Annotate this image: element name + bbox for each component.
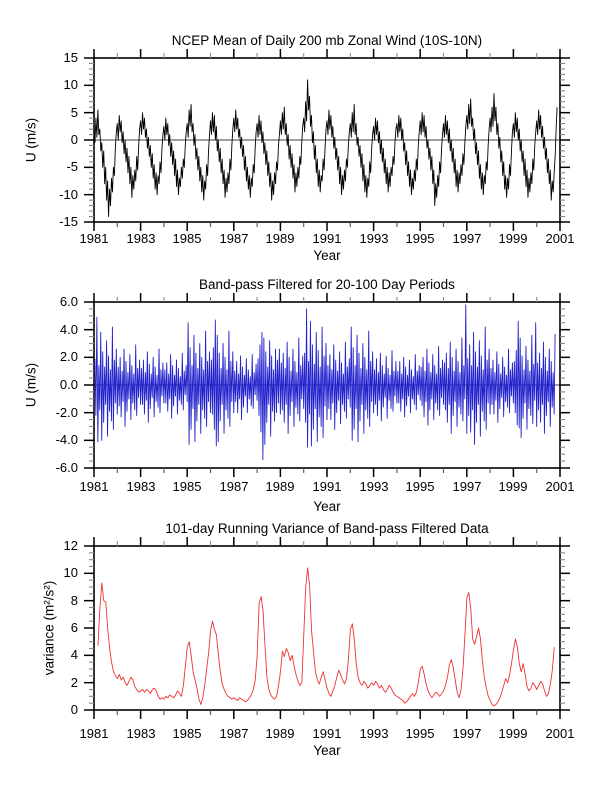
y-tick-label: 6 [70, 620, 78, 635]
y-tick-label: 8 [70, 593, 78, 608]
x-tick-label: 1993 [359, 231, 389, 246]
x-tick-label: 1995 [405, 726, 435, 741]
series-line [98, 568, 554, 706]
x-tick-label: 1989 [265, 479, 295, 494]
y-tick-label: 4 [70, 647, 78, 662]
x-tick-label: 2001 [545, 479, 575, 494]
y-tick-label: -5 [66, 159, 78, 174]
y-tick-label: 10 [63, 77, 78, 92]
y-axis-label-bandpass: U (m/s) [23, 362, 39, 408]
x-tick-label: 1995 [405, 231, 435, 246]
x-tick-label: 2001 [545, 726, 575, 741]
series-bandpass [95, 305, 555, 460]
series-line [94, 80, 557, 217]
y-tick-label: 0.0 [59, 377, 78, 392]
y-tick-label: -2.0 [55, 405, 78, 420]
x-tick-label: 1989 [265, 231, 295, 246]
x-tick-label: 1997 [452, 726, 482, 741]
x-tick-label: 1991 [312, 231, 342, 246]
x-tick-label: 1989 [265, 726, 295, 741]
y-tick-label: -4.0 [55, 432, 78, 447]
x-tick-label: 1985 [172, 479, 202, 494]
x-tick-label: 1987 [219, 726, 249, 741]
series-zonal-wind [94, 80, 557, 217]
y-tick-label: -15 [59, 214, 78, 229]
x-tick-label: 1983 [126, 479, 156, 494]
y-tick-label: -10 [59, 187, 78, 202]
x-tick-label: 1993 [359, 479, 389, 494]
y-tick-label: 12 [63, 538, 78, 553]
x-tick-label: 1983 [126, 726, 156, 741]
plot-frame [94, 546, 560, 710]
x-tick-label: 1999 [498, 726, 528, 741]
chart-title-zonal-wind: NCEP Mean of Daily 200 mb Zonal Wind (10S-10N) [171, 33, 483, 48]
x-axis-ticks [94, 537, 560, 719]
y-axis-label-zonal-wind: U (m/s) [23, 117, 39, 163]
x-tick-label: 1983 [126, 231, 156, 246]
x-tick-label: 1995 [405, 479, 435, 494]
y-axis-label-variance: variance (m²/s²) [41, 580, 57, 676]
x-tick-label: 1993 [359, 726, 389, 741]
x-tick-label: 1981 [79, 479, 109, 494]
x-tick-label: 1991 [312, 479, 342, 494]
chart-title-variance: 101-day Running Variance of Band-pass Filtered Data [165, 521, 489, 536]
y-tick-label: 2 [70, 675, 78, 690]
x-tick-label: 2001 [545, 231, 575, 246]
y-tick-label: 5 [70, 105, 78, 120]
x-tick-label: 1999 [498, 231, 528, 246]
y-tick-label: 10 [63, 565, 78, 580]
x-axis-label-variance: Year [313, 743, 341, 758]
y-tick-label: 2.0 [59, 349, 78, 364]
y-tick-label: 15 [63, 50, 78, 65]
x-axis-label-bandpass: Year [313, 499, 341, 514]
x-tick-label: 1991 [312, 726, 342, 741]
series-variance [98, 568, 554, 706]
y-axis-ticks [84, 546, 570, 710]
x-tick-label: 1987 [219, 231, 249, 246]
y-tick-label: 6.0 [59, 294, 78, 309]
x-tick-label: 1985 [172, 231, 202, 246]
x-tick-label: 1997 [452, 231, 482, 246]
chart-title-bandpass: Band-pass Filtered for 20-100 Day Periods [199, 277, 455, 292]
axes-frame [94, 546, 560, 710]
series-line [95, 305, 555, 460]
y-tick-label: -6.0 [55, 460, 78, 475]
y-tick-label: 0 [70, 702, 78, 717]
x-tick-label: 1981 [79, 231, 109, 246]
x-tick-label: 1987 [219, 479, 249, 494]
x-tick-label: 1981 [79, 726, 109, 741]
y-tick-label: 4.0 [59, 322, 78, 337]
x-tick-label: 1999 [498, 479, 528, 494]
x-tick-label: 1997 [452, 479, 482, 494]
x-tick-label: 1985 [172, 726, 202, 741]
x-axis-label-zonal-wind: Year [313, 248, 341, 263]
y-tick-label: 0 [70, 132, 78, 147]
